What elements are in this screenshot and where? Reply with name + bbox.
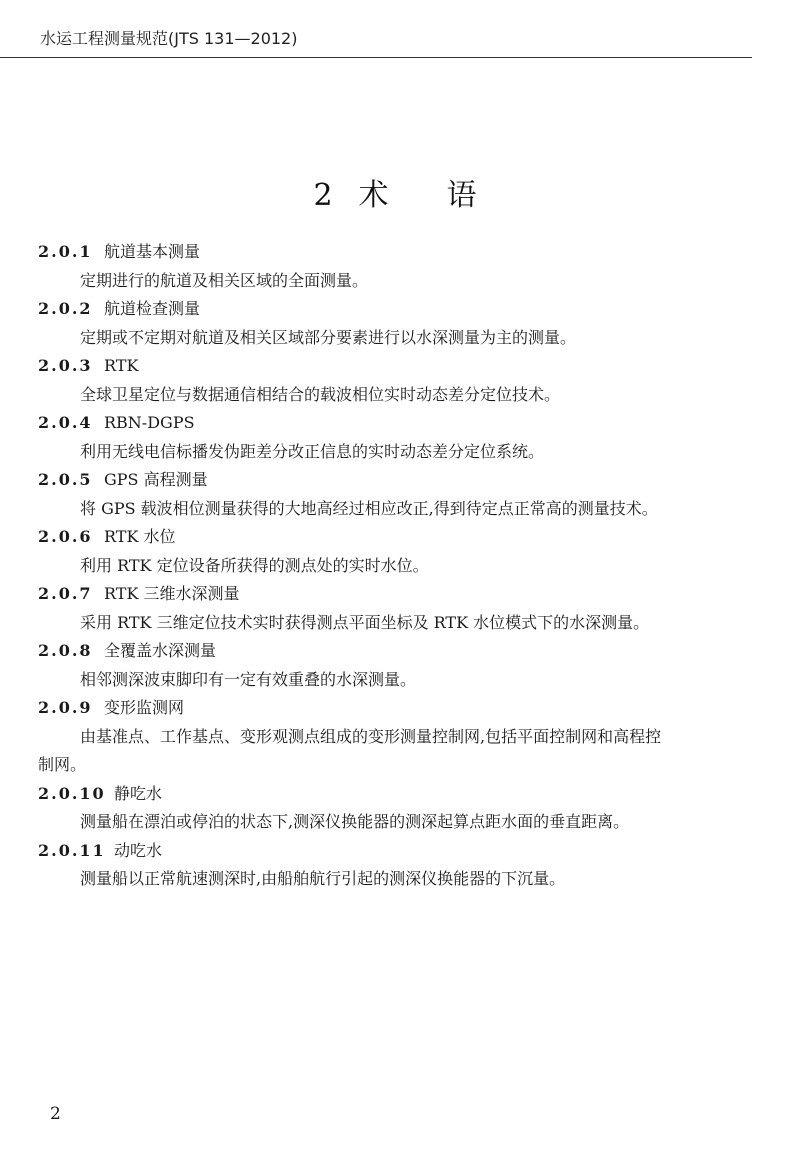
term-definition: 相邻测深波束脚印有一定有效重叠的水深测量。 — [80, 669, 417, 689]
term-number: 2.0.11 — [38, 840, 106, 860]
running-title: 水运工程测量规范(JTS 131—2012) — [40, 29, 298, 48]
chapter-title — [0, 176, 790, 216]
term-entry — [38, 409, 753, 466]
term-definition: 测量船在漂泊或停泊的状态下,测深仪换能器的测深起算点距水面的垂直距离。 — [80, 812, 630, 831]
term-number: 2.0.3 — [38, 356, 93, 375]
term-definition-line: 由基准点、工作基点、变形观测点组成的变形测量控制网,包括平面控制网和高程控 — [80, 726, 662, 746]
term-definition: 利用无线电信标播发伪距差分改正信息的实时动态差分定位系统。 — [80, 441, 545, 461]
term-definition-continuation: 制网。 — [38, 755, 87, 774]
term-definition: 测量船以正常航速测深时,由船舶航行引起的测深仪换能器的下沉量。 — [80, 869, 566, 888]
term-name: 全覆盖水深测量 — [104, 641, 217, 660]
chapter-title-char-1: 术 — [358, 178, 389, 213]
term-number: 2.0.4 — [38, 413, 93, 432]
term-number: 2.0.1 — [38, 242, 93, 261]
term-number: 2.0.6 — [38, 527, 93, 546]
term-entry — [38, 295, 753, 352]
term-definition: 定期或不定期对航道及相关区域部分要素进行以水深测量为主的测量。 — [80, 327, 577, 347]
chapter-title-char-2: 语 — [446, 178, 477, 213]
term-name: RTK — [104, 356, 139, 375]
header-rule — [0, 57, 752, 58]
term-name: GPS 高程测量 — [104, 470, 208, 489]
term-number: 2.0.9 — [38, 698, 93, 717]
term-entry — [38, 637, 753, 694]
chapter-number: 2 — [313, 178, 333, 213]
term-name: RTK 水位 — [104, 527, 176, 546]
page-number: 2 — [50, 1104, 61, 1124]
term-name: RBN-DGPS — [104, 413, 195, 432]
term-entry — [38, 238, 753, 295]
term-definition: 采用 RTK 三维定位技术实时获得测点平面坐标及 RTK 水位模式下的水深测量。 — [80, 612, 650, 632]
term-number: 2.0.10 — [38, 783, 106, 803]
term-entry — [38, 523, 753, 580]
term-entry — [38, 580, 753, 637]
term-name: 变形监测网 — [104, 698, 185, 717]
running-header — [40, 28, 752, 50]
term-name: 动吃水 — [114, 840, 163, 860]
term-entry — [38, 780, 753, 837]
term-number: 2.0.2 — [38, 299, 93, 318]
term-definition: 定期进行的航道及相关区域的全面测量。 — [80, 270, 369, 290]
term-entry — [38, 352, 753, 409]
term-entry — [38, 694, 753, 780]
term-number: 2.0.5 — [38, 470, 93, 489]
term-entry — [38, 837, 753, 894]
term-name: 航道基本测量 — [104, 242, 201, 261]
term-name: 航道检查测量 — [104, 299, 201, 318]
term-entry — [38, 466, 753, 523]
term-definition: 利用 RTK 定位设备所获得的测点处的实时水位。 — [80, 555, 429, 575]
term-number: 2.0.8 — [38, 641, 93, 660]
terms-list — [38, 238, 753, 894]
term-name: 静吃水 — [114, 783, 163, 803]
term-name: RTK 三维水深测量 — [104, 584, 240, 603]
term-number: 2.0.7 — [38, 584, 93, 603]
term-definition: 将 GPS 载波相位测量获得的大地高经过相应改正,得到待定点正常高的测量技术。 — [80, 498, 658, 518]
term-definition — [38, 723, 753, 780]
term-definition: 全球卫星定位与数据通信相结合的载波相位实时动态差分定位技术。 — [80, 384, 561, 404]
